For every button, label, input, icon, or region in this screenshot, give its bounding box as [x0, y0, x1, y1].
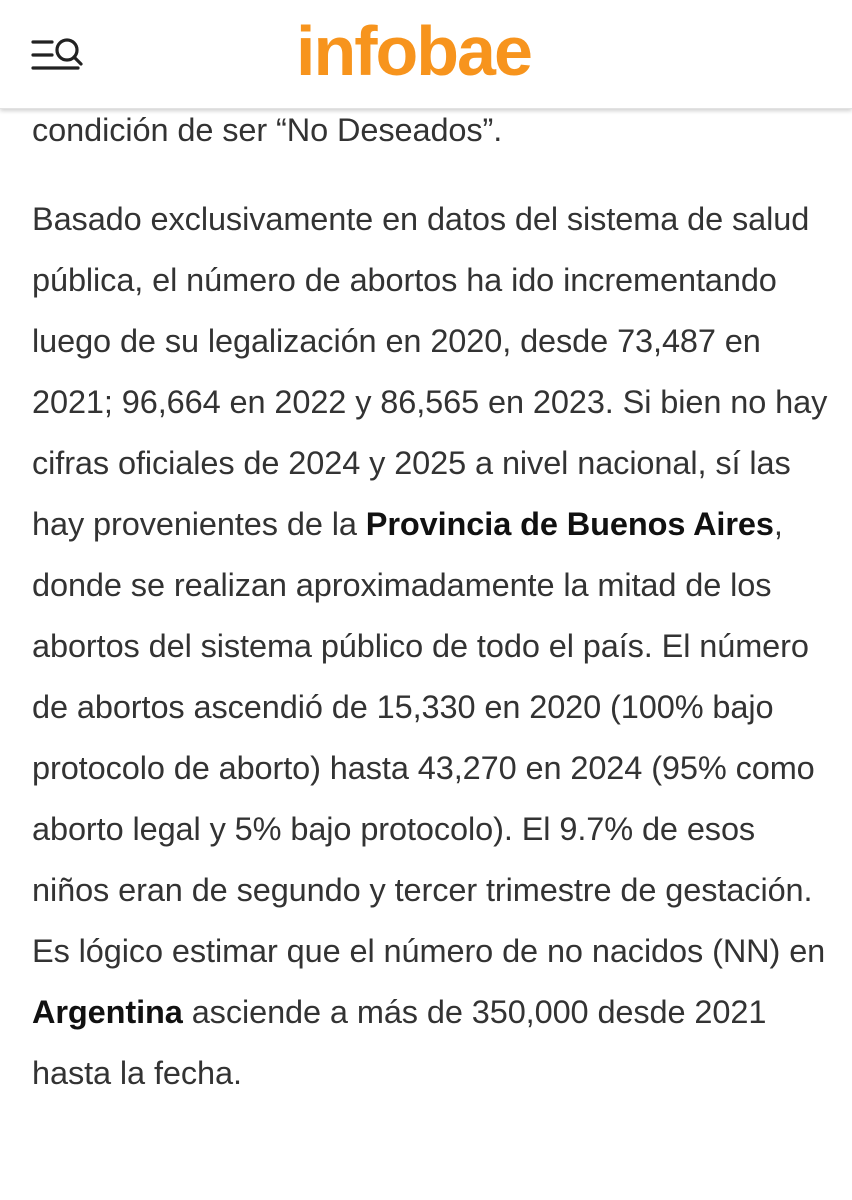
site-header	[0, 0, 852, 109]
paragraph-text: asciende a más de 350,000 desde 2021 hasta la fecha.	[32, 994, 767, 1091]
article-body	[32, 100, 832, 1104]
bold-link-provincia-buenos-aires[interactable]: Provincia de Buenos Aires	[365, 506, 774, 542]
infobae-logo[interactable]: infobae	[296, 12, 531, 90]
menu-search-button[interactable]	[30, 34, 88, 76]
menu-search-icon	[30, 34, 88, 76]
paragraph-text: , donde se realizan aproximadamente la mitad de los abortos del sistema público de todo el país. El número de abortos ascendió de 15,330 en 2020 (100% bajo protocolo de aborto) hasta 43,270 en 2024 (95% como aborto legal y 5% bajo protocolo). El 9.7% de esos niños eran de segundo y tercer trimestre de gestación. Es lógico estimar que el número de no nacidos (NN) en	[32, 506, 826, 969]
bold-link-argentina[interactable]: Argentina	[32, 994, 183, 1030]
paragraph-text: Basado exclusivamente en datos del sistema de salud pública, el número de abortos ha ido incrementando luego de su legalización en 2020, desde 73,487 en 2021; 96,664 en 2022 y 86,565 en 2023. Si bien no hay cifras oficiales de 2024 y 2025 a nivel nacional, sí las hay provenientes de la	[32, 201, 828, 542]
article-paragraph	[32, 189, 832, 1104]
article-paragraph-partial: condición de ser “No Deseados”.	[32, 112, 503, 148]
